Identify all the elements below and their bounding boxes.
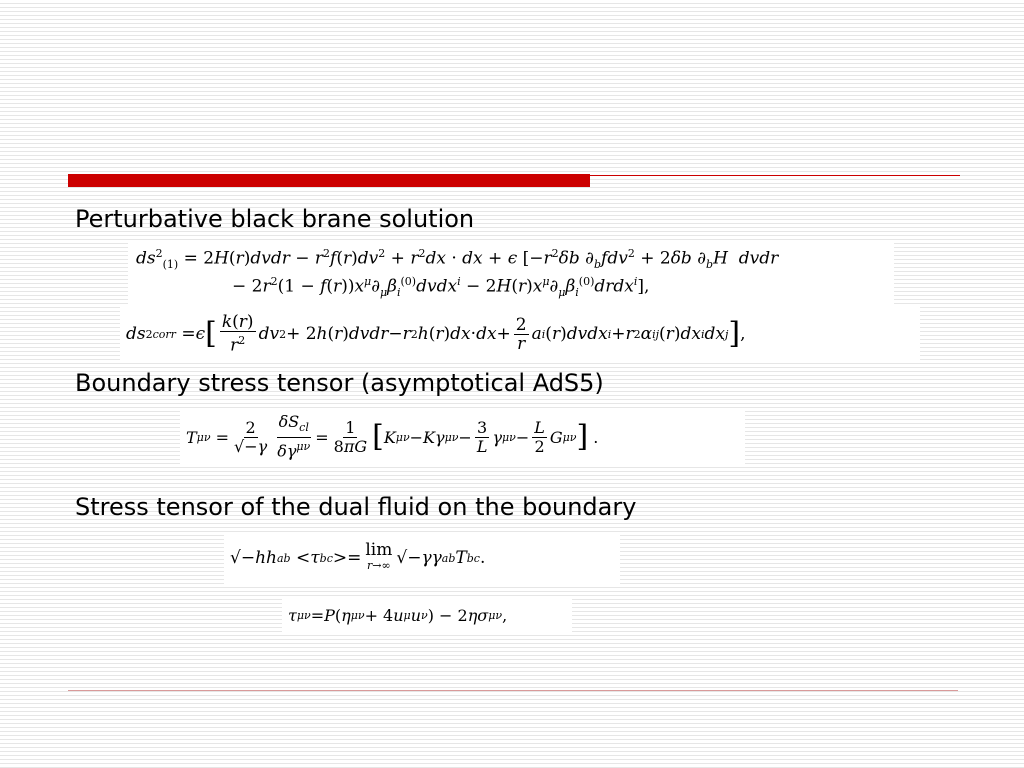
title-accent-bar [68,174,590,187]
heading-perturbative: Perturbative black brane solution [75,205,475,233]
equation-stress-tensor: T μν = $\frac{2}{√-\gamma}$ $\frac{\delta S_{cl}}{\delta\gamma^{\mu\nu}}$ = $\frac{1}{8\pi G}$ [ K μν − Kγ μν − $\frac{3}{L}$ γ μν − $\frac{L}{2}$ G μν ] . [180,408,745,466]
equation-ds1-line2: − $2r^2(1$ − $f(r))x^\mu\partial_\mu\beta_i^{(0)}dvdx^i$ − $2H(r)x^\mu\partial_\mu\beta_i^{(0)}drdx^i$], [232,275,650,300]
equation-fluid: τ μν = P ( η μν + 4 u μ u ν ) − 2 ησ μν , [282,598,572,632]
heading-dual-fluid: Stress tensor of the dual fluid on the boundary [75,493,637,521]
footer-rule [68,690,958,691]
equation-ds1 [128,240,894,306]
title-accent-line [590,175,960,176]
equation-ds1-line1: $ds^2_{(1)}$ = 2H(r)dvdr − $r^2f(r)dv^2 + r^2dx$ · dx + ϵ [$-r^2\delta b$ $\partial_bfdv^2 + 2\delta b$ $\partial_bH$ dvdr [136,246,779,271]
heading-boundary: Boundary stress tensor (asymptotical AdS5) [75,369,604,397]
equation-limit: √− h h ab < τ bc >= lim r→∞ √− γ γ ab T bc . [224,532,620,584]
equation-ds-corr: ds 2 corr = ϵ [ $\frac{k(r)}{r^2}$ dv 2 + 2 h ( r ) dvdr − r 2 h ( r ) dx · dx + $\frac{2}{r}$ a i ( r ) dvdx i + r 2 α ij ( r ) dx i dx j ] , [120,307,920,361]
